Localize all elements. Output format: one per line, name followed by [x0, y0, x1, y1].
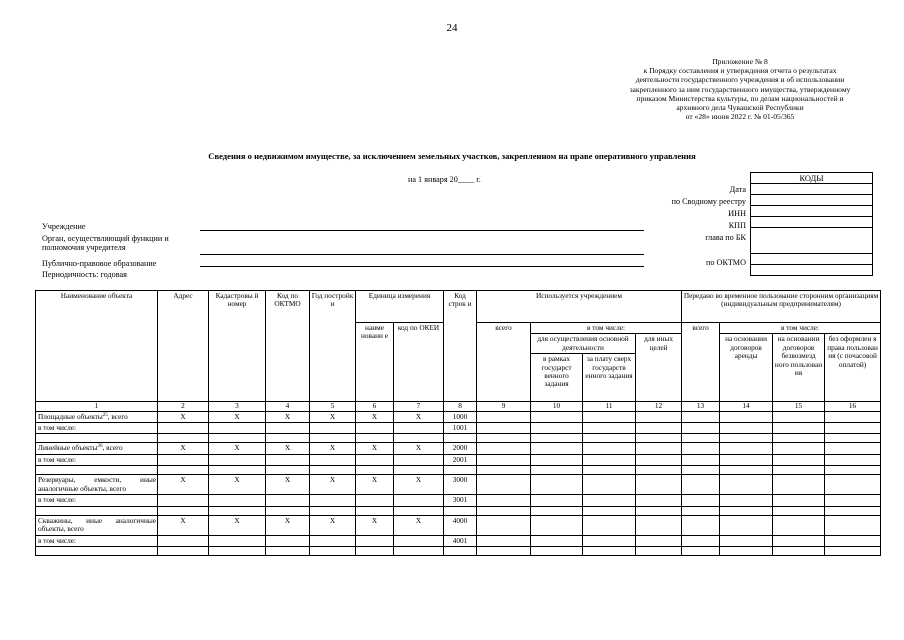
not-applicable-mark: X [266, 411, 310, 422]
line-code: 2001 [444, 454, 477, 465]
table-row [36, 515, 881, 535]
th-year: Год постройк и [310, 291, 356, 402]
column-number: 8 [444, 402, 477, 411]
not-applicable-mark: X [356, 411, 394, 422]
value-cell[interactable] [773, 454, 825, 465]
th-name: Наименование объекта [36, 291, 158, 402]
column-number: 2 [158, 402, 209, 411]
value-cell[interactable] [209, 434, 266, 443]
object-group-name [36, 475, 158, 495]
value-cell[interactable] [36, 466, 158, 475]
appendix-line: приказом Министерства культуры, по делам национальностей и [636, 93, 844, 103]
value-cell[interactable] [531, 454, 583, 465]
value-cell[interactable] [477, 434, 531, 443]
value-cell[interactable] [394, 506, 444, 515]
not-applicable-mark: X [158, 443, 209, 454]
value-cell[interactable] [773, 434, 825, 443]
value-cell[interactable] [583, 506, 636, 515]
report-date-line: на 1 января 20____ г. [408, 175, 481, 184]
not-applicable-mark: X [394, 515, 444, 535]
column-number: 7 [394, 402, 444, 411]
value-cell[interactable] [209, 506, 266, 515]
code-cell-kpp[interactable] [751, 217, 873, 228]
value-cell[interactable] [773, 466, 825, 475]
value-cell[interactable] [583, 434, 636, 443]
label-svodny: по Сводному реестру [671, 197, 746, 206]
appendix-line: деятельности государственного учреждения и об использовании [635, 75, 845, 85]
object-group-label: Линейные объекты [38, 443, 98, 453]
table-row [36, 495, 881, 506]
value-cell[interactable] [636, 547, 682, 556]
column-number: 1 [36, 402, 158, 411]
column-number: 9 [477, 402, 531, 411]
code-cell-period[interactable] [751, 265, 873, 276]
value-cell[interactable] [266, 454, 310, 465]
line-code: 1000 [444, 411, 477, 422]
document-title: Сведения о недвижимом имуществе, за исключением земельных участков, закрепленном на праве оперативного управления [208, 151, 696, 161]
value-cell[interactable] [209, 495, 266, 506]
not-applicable-mark: X [158, 515, 209, 535]
value-cell[interactable] [636, 443, 682, 454]
value-cell[interactable] [825, 475, 881, 495]
property-table [35, 290, 881, 556]
th-state-task: в рамках государст венного задания [531, 354, 583, 402]
value-cell[interactable] [825, 423, 881, 434]
label-institution: Учреждение [42, 222, 86, 231]
value-cell[interactable] [720, 506, 773, 515]
value-cell[interactable] [531, 466, 583, 475]
column-number: 10 [531, 402, 583, 411]
value-cell[interactable] [531, 515, 583, 535]
label-date: Дата [729, 185, 746, 194]
institution-field[interactable] [200, 230, 644, 231]
value-cell[interactable] [266, 547, 310, 556]
value-cell[interactable] [356, 495, 394, 506]
value-cell[interactable] [720, 475, 773, 495]
column-number: 6 [356, 402, 394, 411]
value-cell[interactable] [356, 423, 394, 434]
value-cell[interactable] [531, 475, 583, 495]
value-cell[interactable] [477, 515, 531, 535]
column-numbers-row [36, 402, 881, 411]
value-cell[interactable] [825, 506, 881, 515]
value-cell[interactable] [825, 443, 881, 454]
value-cell[interactable] [583, 466, 636, 475]
value-cell[interactable] [636, 515, 682, 535]
value-cell[interactable] [394, 454, 444, 465]
value-cell[interactable] [636, 423, 682, 434]
code-cell-inn[interactable] [751, 206, 873, 217]
column-number: 14 [720, 402, 773, 411]
value-cell[interactable] [636, 411, 682, 422]
value-cell[interactable] [636, 495, 682, 506]
object-group-label: Скважины, иные аналогичные объекты, всего [38, 515, 156, 534]
appendix-line: к Порядку составления и утверждения отчета о результатах [643, 66, 837, 76]
value-cell[interactable] [583, 535, 636, 546]
value-cell[interactable] [825, 515, 881, 535]
value-cell[interactable] [773, 423, 825, 434]
column-number: 3 [209, 402, 266, 411]
column-number: 12 [636, 402, 682, 411]
value-cell[interactable] [477, 411, 531, 422]
not-applicable-mark: X [310, 515, 356, 535]
value-cell[interactable] [773, 547, 825, 556]
line-code: 1001 [444, 423, 477, 434]
value-cell[interactable] [682, 547, 720, 556]
value-cell[interactable] [682, 411, 720, 422]
codes-table [750, 172, 873, 276]
value-cell[interactable] [477, 547, 531, 556]
value-cell[interactable] [531, 495, 583, 506]
table-row [36, 434, 881, 443]
th-paid: за плату сверх государств енного задания [583, 354, 636, 402]
value-cell[interactable] [773, 515, 825, 535]
value-cell[interactable] [682, 466, 720, 475]
code-cell-oktmo[interactable] [751, 254, 873, 265]
value-cell[interactable] [477, 535, 531, 546]
column-number: 5 [310, 402, 356, 411]
label-periodicity: Периодичность: годовая [42, 270, 127, 279]
value-cell[interactable] [720, 411, 773, 422]
appendix-block [600, 57, 880, 121]
value-cell[interactable] [682, 506, 720, 515]
value-cell[interactable] [444, 547, 477, 556]
object-group-label: Площадные объекты [38, 411, 103, 421]
value-cell[interactable] [720, 423, 773, 434]
value-cell[interactable] [310, 423, 356, 434]
th-tr-incl: в том числе: [720, 323, 881, 334]
value-cell[interactable] [682, 515, 720, 535]
value-cell[interactable] [531, 443, 583, 454]
not-applicable-mark: X [310, 475, 356, 495]
value-cell[interactable] [158, 547, 209, 556]
not-applicable-mark: X [310, 443, 356, 454]
column-number: 15 [773, 402, 825, 411]
value-cell[interactable] [825, 535, 881, 546]
value-cell[interactable] [158, 423, 209, 434]
table-row [36, 535, 881, 546]
value-cell[interactable] [636, 454, 682, 465]
th-tr-total: всего [682, 323, 720, 402]
value-cell[interactable] [394, 495, 444, 506]
value-cell[interactable] [636, 434, 682, 443]
value-cell[interactable] [773, 506, 825, 515]
value-cell[interactable] [266, 495, 310, 506]
th-free-use: на основании договоров безвозмезд ного пользован ия [773, 334, 825, 402]
value-cell[interactable] [394, 535, 444, 546]
value-cell[interactable] [773, 411, 825, 422]
column-number: 11 [583, 402, 636, 411]
value-cell[interactable] [720, 443, 773, 454]
value-cell[interactable] [531, 423, 583, 434]
object-group-label: Резервуары, емкости, иные аналогичные объекты, всего [38, 475, 156, 493]
value-cell[interactable] [720, 434, 773, 443]
subtotal-label: в том числе: [36, 423, 158, 434]
value-cell[interactable] [583, 454, 636, 465]
value-cell[interactable] [36, 506, 158, 515]
line-code: 2000 [444, 443, 477, 454]
value-cell[interactable] [310, 547, 356, 556]
column-number: 4 [266, 402, 310, 411]
value-cell[interactable] [825, 495, 881, 506]
value-cell[interactable] [158, 466, 209, 475]
not-applicable-mark: X [356, 515, 394, 535]
table-body [36, 411, 881, 555]
value-cell[interactable] [394, 547, 444, 556]
value-cell[interactable] [773, 495, 825, 506]
appendix-line: архивного дела Чувашской Республики [676, 103, 804, 113]
value-cell[interactable] [209, 547, 266, 556]
not-applicable-mark: X [209, 443, 266, 454]
th-used: Используется учреждением [477, 291, 682, 323]
code-cell-date[interactable] [751, 184, 873, 195]
value-cell[interactable] [356, 547, 394, 556]
value-cell[interactable] [394, 466, 444, 475]
value-cell[interactable] [583, 495, 636, 506]
code-cell-glava[interactable] [751, 228, 873, 254]
value-cell[interactable] [825, 547, 881, 556]
th-unit-code: код по ОКЕИ [394, 323, 444, 402]
value-cell[interactable] [531, 506, 583, 515]
line-code: 4001 [444, 535, 477, 546]
value-cell[interactable] [636, 506, 682, 515]
value-cell[interactable] [720, 535, 773, 546]
value-cell[interactable] [825, 434, 881, 443]
appendix-line: Приложение № 8 [712, 57, 768, 66]
value-cell[interactable] [310, 535, 356, 546]
value-cell[interactable] [356, 466, 394, 475]
value-cell[interactable] [773, 443, 825, 454]
value-cell[interactable] [531, 535, 583, 546]
value-cell[interactable] [209, 423, 266, 434]
not-applicable-mark: X [209, 475, 266, 495]
value-cell[interactable] [356, 434, 394, 443]
th-unit: Единица измерения [356, 291, 444, 323]
not-applicable-mark: X [266, 515, 310, 535]
value-cell[interactable] [720, 454, 773, 465]
not-applicable-mark: X [266, 443, 310, 454]
not-applicable-mark: X [394, 443, 444, 454]
table-row [36, 423, 881, 434]
value-cell[interactable] [266, 466, 310, 475]
table-row [36, 506, 881, 515]
value-cell[interactable] [394, 434, 444, 443]
th-used-incl: в том числе: [531, 323, 682, 334]
footnote-ref: 26 [97, 444, 103, 450]
value-cell[interactable] [825, 454, 881, 465]
value-cell[interactable] [36, 434, 158, 443]
value-cell[interactable] [682, 434, 720, 443]
table-row [36, 547, 881, 556]
not-applicable-mark: X [310, 411, 356, 422]
value-cell[interactable] [682, 535, 720, 546]
th-unit-name: наиме новани е [356, 323, 394, 402]
value-cell[interactable] [682, 475, 720, 495]
label-kpp: КПП [728, 221, 746, 230]
object-group-name [36, 515, 158, 535]
public-entity-field[interactable] [200, 266, 644, 267]
value-cell[interactable] [158, 454, 209, 465]
subtotal-label: в том числе: [36, 454, 158, 465]
subtotal-label: в том числе: [36, 495, 158, 506]
table-row [36, 443, 881, 454]
value-cell[interactable] [158, 434, 209, 443]
value-cell[interactable] [583, 423, 636, 434]
page-number: 24 [446, 22, 458, 34]
value-cell[interactable] [636, 475, 682, 495]
value-cell[interactable] [720, 495, 773, 506]
value-cell[interactable] [583, 411, 636, 422]
not-applicable-mark: X [394, 475, 444, 495]
value-cell[interactable] [636, 466, 682, 475]
value-cell[interactable] [266, 423, 310, 434]
not-applicable-mark: X [394, 411, 444, 422]
value-cell[interactable] [477, 495, 531, 506]
table-row [36, 454, 881, 465]
appendix-line: закрепленного за ним государственного имущества, утвержденному [629, 84, 851, 94]
not-applicable-mark: X [356, 475, 394, 495]
value-cell[interactable] [583, 475, 636, 495]
value-cell[interactable] [356, 535, 394, 546]
value-cell[interactable] [477, 506, 531, 515]
label-public-entity: Публично-правовое образование [42, 259, 157, 268]
object-group-suffix: , всего [102, 443, 123, 453]
value-cell[interactable] [682, 423, 720, 434]
value-cell[interactable] [356, 454, 394, 465]
value-cell[interactable] [477, 423, 531, 434]
th-transferred: Передано во временное пользование сторонним организациям (индивидуальным предпринимателям) [682, 291, 881, 323]
object-group-name [36, 443, 158, 454]
value-cell[interactable] [36, 547, 158, 556]
value-cell[interactable] [310, 454, 356, 465]
value-cell[interactable] [444, 506, 477, 515]
value-cell[interactable] [477, 443, 531, 454]
not-applicable-mark: X [266, 475, 310, 495]
value-cell[interactable] [158, 535, 209, 546]
value-cell[interactable] [531, 411, 583, 422]
label-organ: Орган, осуществляющий функции и [42, 234, 169, 243]
value-cell[interactable] [531, 434, 583, 443]
not-applicable-mark: X [158, 411, 209, 422]
footnote-ref: 25 [102, 412, 108, 418]
value-cell[interactable] [682, 495, 720, 506]
label-oktmo: по ОКТМО [706, 258, 746, 267]
column-number: 13 [682, 402, 720, 411]
value-cell[interactable] [356, 506, 394, 515]
value-cell[interactable] [720, 466, 773, 475]
value-cell[interactable] [682, 454, 720, 465]
not-applicable-mark: X [209, 515, 266, 535]
value-cell[interactable] [444, 434, 477, 443]
value-cell[interactable] [209, 454, 266, 465]
value-cell[interactable] [266, 434, 310, 443]
table-row [36, 466, 881, 475]
value-cell[interactable] [444, 466, 477, 475]
not-applicable-mark: X [209, 411, 266, 422]
not-applicable-mark: X [158, 475, 209, 495]
th-used-total: всего [477, 323, 531, 402]
codes-header: КОДЫ [751, 173, 873, 184]
value-cell[interactable] [531, 547, 583, 556]
value-cell[interactable] [477, 466, 531, 475]
value-cell[interactable] [209, 535, 266, 546]
th-address: Адрес [158, 291, 209, 402]
value-cell[interactable] [682, 443, 720, 454]
label-organ-2: полномочия учредителя [42, 243, 126, 252]
not-applicable-mark: X [356, 443, 394, 454]
th-line-code: Код строк и [444, 291, 477, 402]
label-glava: глава по БК [705, 233, 746, 242]
th-main-activity: для осуществления основной деятельности [531, 334, 636, 354]
value-cell[interactable] [720, 515, 773, 535]
value-cell[interactable] [266, 506, 310, 515]
value-cell[interactable] [636, 535, 682, 546]
value-cell[interactable] [583, 515, 636, 535]
value-cell[interactable] [773, 535, 825, 546]
value-cell[interactable] [310, 495, 356, 506]
value-cell[interactable] [158, 506, 209, 515]
th-lease: на основании договоров аренды [720, 334, 773, 402]
value-cell[interactable] [825, 411, 881, 422]
value-cell[interactable] [310, 466, 356, 475]
value-cell[interactable] [266, 535, 310, 546]
th-other: для иных целей [636, 334, 682, 402]
label-inn: ИНН [728, 209, 746, 218]
th-oktmo: Код по ОКТМО [266, 291, 310, 402]
value-cell[interactable] [583, 547, 636, 556]
table-row [36, 411, 881, 422]
value-cell[interactable] [825, 466, 881, 475]
organ-field[interactable] [200, 254, 644, 255]
value-cell[interactable] [773, 475, 825, 495]
object-group-name [36, 411, 158, 422]
subtotal-label: в том числе: [36, 535, 158, 546]
line-code: 4000 [444, 515, 477, 535]
object-group-suffix: , всего [107, 411, 128, 421]
value-cell[interactable] [310, 506, 356, 515]
value-cell[interactable] [477, 475, 531, 495]
code-cell-svodny[interactable] [751, 195, 873, 206]
value-cell[interactable] [583, 443, 636, 454]
value-cell[interactable] [394, 423, 444, 434]
line-code: 3000 [444, 475, 477, 495]
value-cell[interactable] [158, 495, 209, 506]
value-cell[interactable] [310, 434, 356, 443]
column-number: 16 [825, 402, 881, 411]
appendix-line: от «28» июня 2022 г. № 01-05/365 [685, 112, 795, 122]
value-cell[interactable] [209, 466, 266, 475]
line-code: 3001 [444, 495, 477, 506]
th-no-formal: без оформлен я права пользован ия (с почасовой оплатой) [825, 334, 881, 402]
th-cadastral: Кадастровы й номер [209, 291, 266, 402]
value-cell[interactable] [477, 454, 531, 465]
value-cell[interactable] [720, 547, 773, 556]
table-row [36, 475, 881, 495]
